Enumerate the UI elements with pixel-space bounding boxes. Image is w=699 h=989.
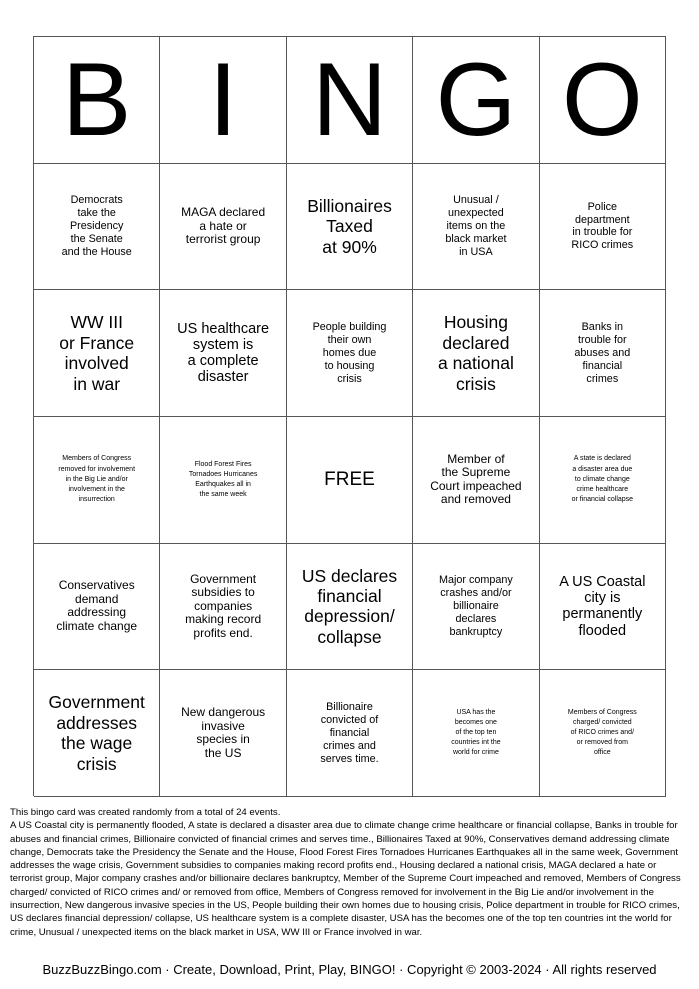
description-events: A US Coastal city is permanently flooded, A state is declared a disaster area due to climate change crime healthcare or financial collapse, Banks in trouble for abuses and financial crimes, Billionaire convicted of financial crimes and serves time., Billionaires Taxed at 90%, Conservatives demand addressing climate change, Democrats take the Presidency the Senate and the House, Flood Forest Fires Tornadoes Hurricanes Earthquakes all in the same week, Government addresses the wage crisis, Government subsidies to companies making record profits end., Housing declared a national crisis, MAGA declared a hate or terrorist group, Major company crashes and/or billionaire declares bankruptcy, Member of the Supreme Court impeached and removed, Members of Congress charged/ convicted of RICO crimes and/ or removed from office, Members of Congress removed for involvement in the Big Lie and/or involvement in the insurrection, New dangerous invasive species in the US, People building their own homes due to housing crisis, Police department in trouble for RICO crimes, US declares financial depression/ collapse, US healthcare system is a complete disaster, USA has the becomes one of the top ten countries int the world for crime, Unusual / unexpected items on the black market in USA, WW III or France involved in war. [10,820,681,938]
bingo-cell[interactable] [34,164,160,291]
description-intro: This bingo card was created randomly from a total of 24 events. [10,807,281,818]
bingo-cell[interactable] [287,164,413,291]
cell-text: Members of Congress removed for involvement in the Big Lie and/or involvement in the insurrection [58,455,136,503]
bingo-cell[interactable] [34,290,160,417]
bingo-cell[interactable] [287,544,413,671]
bingo-cell[interactable] [413,544,539,671]
grid-row [34,544,666,671]
cell-text: People building their own homes due to housing crisis [312,320,387,385]
bingo-cell[interactable] [413,290,539,417]
header-row [34,37,666,164]
cell-text: Major company crashes and/or billionaire declares bankruptcy [439,574,513,638]
cell-text: Housing declared a national crisis [437,312,514,394]
free-space-label: FREE [324,468,375,490]
bingo-cell[interactable] [34,417,160,544]
cell-text: WW III or France involved in war [59,312,135,394]
cell-text: Police department in trouble for RICO crimes [571,200,634,252]
header-letter: O [561,41,643,158]
grid-row [34,670,666,797]
cell-text: Flood Forest Fires Tornadoes Hurricanes Earthquakes all in the same week [188,460,258,498]
cell-text: Members of Congress charged/ convicted of RICO crimes and/ or removed from office [567,708,637,757]
grid-row [34,417,666,544]
bingo-cell[interactable] [287,670,413,797]
card-description [10,806,690,939]
cell-text: Billionaires Taxed at 90% [307,195,392,257]
grid-row [34,290,666,417]
bingo-cell[interactable] [540,544,666,671]
header-letter: B [62,41,132,158]
cell-text: MAGA declared a hate or terrorist group [181,205,266,247]
cell-text: USA has the becomes one of the top ten countries int the world for crime [451,708,501,757]
header-cell-g [413,37,539,164]
cell-text: Democrats take the Presidency the Senate and the House [61,194,132,258]
cell-text: Unusual / unexpected items on the black market in USA [445,194,507,258]
cell-text: A US Coastal city is permanently flooded [559,573,646,639]
cell-text: Banks in trouble for abuses and financial crimes [574,320,631,385]
cell-text: Billionaire convicted of financial crimes and serves time. [320,700,379,765]
header-letter: G [435,41,517,158]
free-space-cell[interactable] [287,417,413,544]
bingo-cell[interactable] [160,290,286,417]
bingo-grid [34,164,666,797]
bingo-cell[interactable] [540,670,666,797]
bingo-cell[interactable] [287,290,413,417]
bingo-cell[interactable] [540,164,666,291]
bingo-card [33,36,666,796]
bingo-cell[interactable] [160,544,286,671]
cell-text: New dangerous invasive species in the US [181,705,266,760]
cell-text: Government subsidies to companies making record profits end. [185,571,262,640]
header-cell-n [287,37,413,164]
site-footer: BuzzBuzzBingo.com · Create, Download, Print, Play, BINGO! · Copyright © 2003-2024 · All rights reserved [42,962,657,977]
header-cell-i [160,37,286,164]
header-cell-b [34,37,160,164]
grid-row [34,164,666,291]
cell-text: US healthcare system is a complete disaster [177,320,270,386]
bingo-cell[interactable] [160,670,286,797]
bingo-cell[interactable] [34,544,160,671]
cell-text: Conservatives demand addressing climate change [56,578,138,633]
bingo-cell[interactable] [34,670,160,797]
bingo-cell[interactable] [160,417,286,544]
cell-text: US declares financial depression/ collapse [301,565,398,647]
header-letter: N [311,41,388,158]
bingo-cell[interactable] [540,417,666,544]
cell-text: A state is declared a disaster area due to climate change crime healthcare or financial collapse [571,455,634,503]
bingo-cell[interactable] [413,417,539,544]
cell-text: Member of the Supreme Court impeached and removed [430,451,522,507]
bingo-cell[interactable] [413,670,539,797]
bingo-cell[interactable] [540,290,666,417]
bingo-cell[interactable] [413,164,539,291]
bingo-cell[interactable] [160,164,286,291]
header-letter: I [208,41,238,158]
header-cell-o [540,37,666,164]
cell-text: Government addresses the wage crisis [48,692,145,774]
